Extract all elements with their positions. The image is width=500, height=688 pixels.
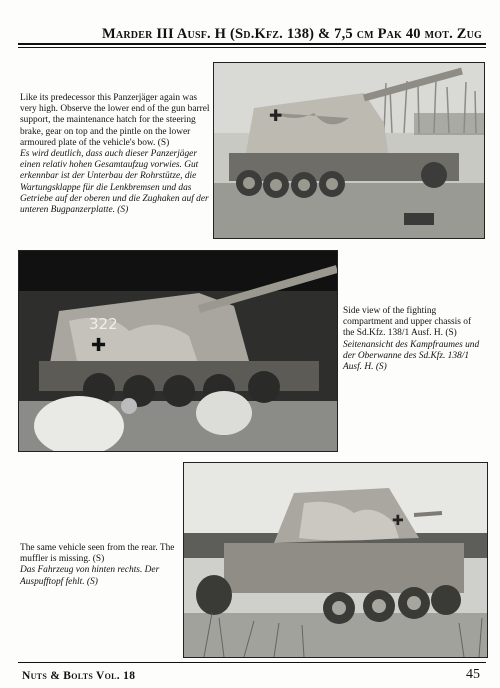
page-title: Marder III Ausf. H (Sd.Kfz. 138) & 7,5 cm Pak 40 mot. Zug: [102, 26, 482, 42]
caption-1-german: Es wird deutlich, dass auch dieser Panzerjäger einen relativ hohen Gesamtaufzug vorwies. Gut erkennbar ist der Unterbau der Rohrstütze, die Wartungsklappe für die Lenkbremsen und das Getriebe auf der oberen und die Zughaken auf der unteren Bugpanzerplatte. (S): [20, 149, 209, 216]
header-rule-thin: [18, 47, 486, 48]
caption-1-english: Like its predecessor this Panzerjäger again was very high. Observe the lower end of the gun barrel support, the maintenance hatch for the steering brake, gear on top and the pintle on the lower armoured plate of the vehicle's bow. (S): [20, 93, 210, 148]
page-number: 45: [466, 667, 480, 682]
header-rule: [18, 43, 486, 45]
svg-text:✚: ✚: [269, 106, 283, 125]
caption-3-german: Das Fahrzeug von hinten rechts. Der Auspufftopf fehlt. (S): [20, 565, 160, 587]
footer-rule: [18, 662, 486, 663]
photo-marder-rear: [183, 462, 488, 658]
caption-2-german: Seitenansicht des Kampfraumes und der Oberwanne des Sd.Kfz. 138/1 Ausf. H. (S): [343, 339, 480, 373]
svg-text:✚: ✚: [392, 513, 404, 529]
photo-marking-322: 322: [89, 315, 118, 333]
page-footer: [18, 662, 486, 684]
svg-text:✚: ✚: [91, 335, 107, 356]
caption-2: [343, 306, 483, 373]
publication-name: Nuts & Bolts Vol. 18: [22, 670, 136, 682]
page-header: [18, 18, 486, 48]
caption-3: [20, 543, 180, 588]
photo-marder-side: [18, 250, 338, 452]
photo-marder-front: [213, 62, 485, 239]
caption-3-english: The same vehicle seen from the rear. The muffler is missing. (S): [20, 543, 175, 565]
caption-1: [20, 93, 212, 216]
caption-2-english: Side view of the fighting compartment and upper chassis of the Sd.Kfz. 138/1 Ausf. H. (S): [343, 306, 472, 339]
